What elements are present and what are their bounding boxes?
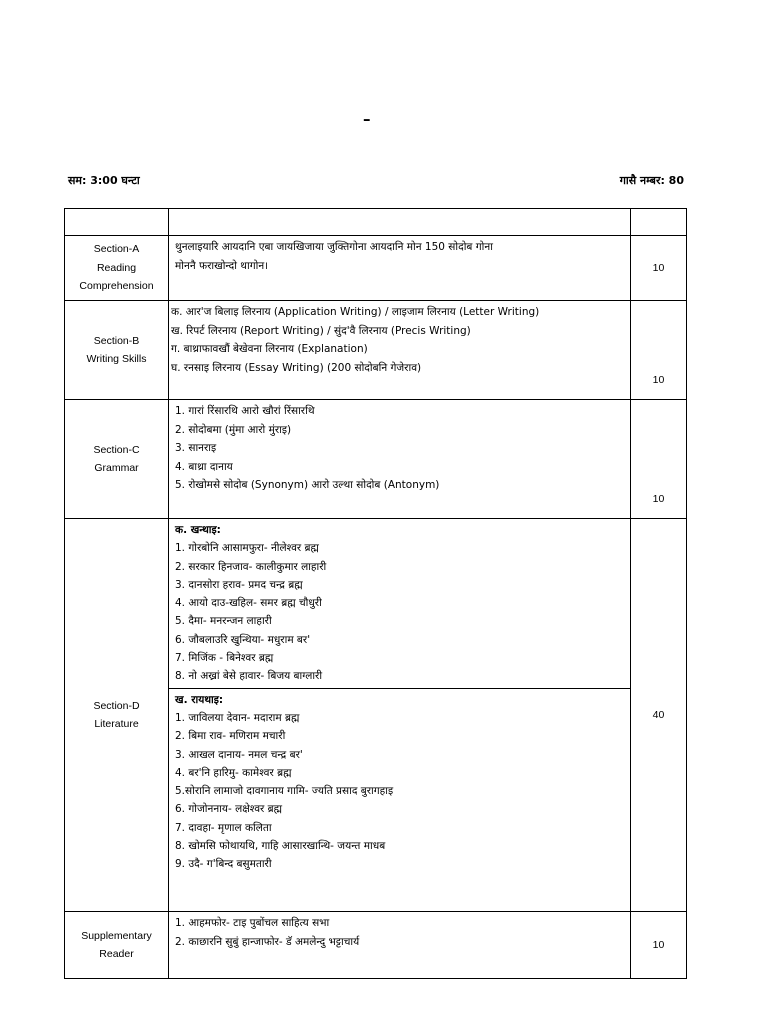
content-line: 8. नो अख्रां बेसे हावार- बिजय बाग्लारी [175,670,323,683]
content-line: ख. रिपर्ट लिरनाय (Report Writing) / सुंद'वै लिरनाय (Precis Writing) [171,324,471,337]
section-b-content [169,301,631,400]
full-marks: गासै नम्बर: 80 [619,174,684,187]
marks-value: 10 [652,261,665,274]
content-line: 5. दैमा- मनरन्जन लाहारी [175,615,272,628]
section-title-line: Section-D [93,699,140,712]
supplementary-row [65,912,687,979]
header-cell [65,209,169,236]
section-title-line: Section-A [93,243,140,256]
section-title-line: Section-C [93,443,140,456]
content-line: 1. गोरबोनि आसामफुरा- नीलेश्वर ब्रह्म [175,542,319,555]
marks-value: 40 [652,708,665,721]
content-line: 1. गारां रिंसारथि आरो खौरां रिंसारथि [175,405,315,417]
content-line: 2. बिमा राव- मणिराम मचारी [175,730,286,743]
content-line: ग. बाथ्राफावखौं बेखेवना लिरनाय (Explanation) [171,343,368,355]
content-line: 3. सानराइ [175,442,217,454]
content-line: 3. आखल दानाय- नमल चन्द्र बर' [175,748,303,761]
section-c-content [169,400,631,519]
section-d-marks [631,519,687,912]
content-line: 9. उदै- ग'बिन्द बसुमतारी [175,858,272,871]
section-title-line: Writing Skills [86,353,147,365]
content-line: 4. बाथ्रा दानाय [175,460,233,473]
section-a-content [169,236,631,301]
content-line: मोननै फराखोन्दो थागोन। [175,259,269,272]
section-title-line: Literature [94,718,139,730]
section-d-row [65,519,687,912]
section-b-marks [631,301,687,400]
content-line: थुनलाइयारि आयदानि एबा जायखिजाया जुक्तिगोना आयदानि मोन 150 सोदोब गोना [175,241,493,253]
marks-value: 10 [652,373,665,386]
section-a-title [65,236,169,301]
content-line: 7. मिजिंक - बिनेश्वर ब्रह्म [175,652,274,665]
subsection-heading: ख. रायथाइ: [175,693,224,706]
content-line: 1. आहमफोर- टाइ पुबोंचल साहित्य सभा [175,917,330,929]
supplementary-title [65,912,169,979]
content-line: 2. काछारनि सुबुं हान्जाफोर- डॅ अमलेन्दु भट्टाचार्य [175,935,360,948]
supplementary-content [169,912,631,979]
subsection-divider [169,688,630,874]
section-b-row [65,301,687,400]
section-c-marks [631,400,687,519]
section-title-line: Reader [99,948,134,960]
title-dash: – [363,110,371,128]
section-title-line: Reading [96,261,137,274]
marks-value: 10 [652,492,665,505]
content-line: 6. जौबलाउरि खुन्थिया- मधुराम बर' [175,633,311,646]
subsection-heading: क. खन्थाइ: [175,524,221,536]
table-header-row [65,209,687,236]
supplementary-marks [631,912,687,979]
content-line: 6. गोजोननाय- लक्षेश्वर ब्रह्म [175,803,283,816]
content-line: 7. दावहा- मृणाल कलिता [175,821,272,834]
section-a-row [65,236,687,301]
content-line: 5.सोरानि लामाजो दावगानाय गामि- ज्यति प्रसाद बुरागहाइ [175,785,394,798]
content-line: 4. आयो दाउ-खहिल- समर ब्रह्म चौधुरी [175,597,322,610]
exam-time: सम: 3:00 घन्टा [68,174,140,187]
content-line: 5. रोखोमसे सोदोब (Synonym) आरो उल्था सोदोब (Antonym) [175,479,440,491]
section-c-title [65,400,169,519]
section-title-line: Supplementary [81,929,152,942]
header-cell [631,209,687,236]
section-c-row [65,400,687,519]
syllabus-table [64,208,687,979]
section-title-line: Comprehension [79,280,154,293]
section-b-title [65,301,169,400]
section-d-content [169,519,631,912]
content-line: 2. सोदोबमा (मुंमा आरो मुंराइ) [175,423,292,436]
section-a-marks [631,236,687,301]
section-d-title [65,519,169,912]
content-line: 1. जाविलया देवान- मदाराम ब्रह्म [175,711,300,724]
section-title-line: Section-B [93,334,140,347]
content-line: 2. सरकार हिनजाव- कालीकुमार लाहारी [175,560,327,573]
content-line: 4. बर'नि हारिमु- कामेश्वर ब्रह्म [175,766,292,779]
content-line: घ. रनसाइ लिरनाय (Essay Writing) (200 सोदोबनि गेजेराव) [171,361,422,374]
content-line: 3. दानसोरा हराव- प्रमद चन्द्र ब्रह्म [175,578,303,591]
content-line: 8. खोमसि फोथायथि, गाहि आसारखान्थि- जयन्त माधब [175,840,386,853]
section-title-line: Grammar [94,462,139,474]
header-cell [169,209,631,236]
marks-value: 10 [652,938,665,951]
content-line: क. आर'ज बिलाइ लिरनाय (Application Writing) / लाइजाम लिरनाय (Letter Writing) [171,306,540,318]
